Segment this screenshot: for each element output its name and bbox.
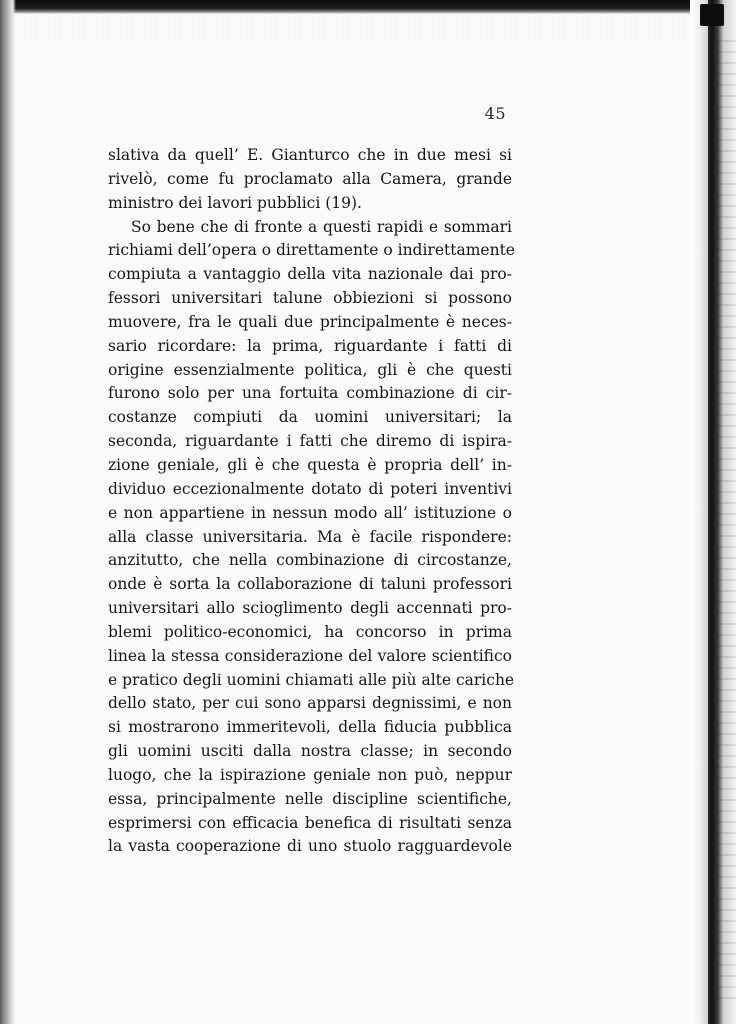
text-line: costanze compiuti da uomini universitari; la bbox=[108, 408, 512, 427]
binding-shadow bbox=[0, 0, 16, 1024]
text-line: si mostrarono immeritevoli, della fiducia pubblica bbox=[108, 718, 512, 737]
text-line: seconda, riguardante i fatti che diremo di ispira- bbox=[108, 432, 512, 451]
text-line: esprimersi con efficacia benefica di risultati senza bbox=[108, 813, 512, 832]
edge-noise bbox=[716, 40, 736, 1000]
text-line: onde è sorta la collaborazione di taluni professori bbox=[108, 575, 512, 594]
text-line: furono solo per una fortuita combinazione di cir- bbox=[108, 384, 512, 403]
text-line: e pratico degli uomini chiamati alle più alte cariche bbox=[108, 670, 515, 689]
text-line: So bene che di fronte a questi rapidi e sommari bbox=[131, 217, 512, 236]
text-line: zione geniale, gli è che questa è propria dell’ in- bbox=[108, 455, 512, 474]
text-line: compiuta a vantaggio della vita nazionale dai pro- bbox=[108, 265, 512, 284]
text-line: e non appartiene in nessun modo all’ istituzione o bbox=[108, 503, 512, 522]
text-line: dividuo eccezionalmente dotato di poteri inventivi bbox=[108, 479, 512, 498]
page-number: 45 bbox=[484, 104, 506, 123]
text-line: gli uomini usciti dalla nostra classe; in secondo bbox=[108, 742, 512, 761]
text-line: luogo, che la ispirazione geniale non può, neppur bbox=[108, 765, 512, 784]
scan-top-noise bbox=[0, 12, 736, 42]
text-line: richiami dell’opera o direttamente o indirettamente bbox=[108, 241, 515, 260]
text-line: essa, principalmente nelle discipline scientifiche, bbox=[108, 789, 512, 808]
text-line: blemi politico-economici, ha concorso in prima bbox=[108, 622, 512, 641]
text-line: la vasta cooperazione di uno stuolo ragguardevole bbox=[108, 837, 512, 856]
text-line: linea la stessa considerazione del valore scientifico bbox=[108, 646, 512, 665]
text-line: origine essenzialmente politica, gli è che questi bbox=[108, 360, 512, 379]
body-text bbox=[108, 144, 515, 859]
text-line: sario ricordare: la prima, riguardante i fatti di bbox=[108, 336, 512, 355]
text-line: slativa da quell’ E. Gianturco che in due mesi si bbox=[108, 146, 512, 164]
text-line: fessori universitari talune obbiezioni si possono bbox=[108, 289, 512, 308]
text-line: ministro dei lavori pubblici (19). bbox=[108, 193, 362, 212]
text-line: universitari allo scioglimento degli accennati pro- bbox=[108, 599, 512, 618]
page-gutter bbox=[690, 0, 710, 1024]
text-line: muovere, fra le quali due principalmente è neces- bbox=[108, 312, 512, 331]
text-line: rivelò, come fu proclamato alla Camera, grande bbox=[108, 169, 512, 188]
text-line: anzitutto, che nella combinazione di circostanze, bbox=[108, 551, 512, 570]
text-line: alla classe universitaria. Ma è facile rispondere: bbox=[108, 527, 512, 546]
text-line: dello stato, per cui sono apparsi degnissimi, e non bbox=[108, 694, 512, 713]
corner-mark bbox=[700, 4, 724, 26]
